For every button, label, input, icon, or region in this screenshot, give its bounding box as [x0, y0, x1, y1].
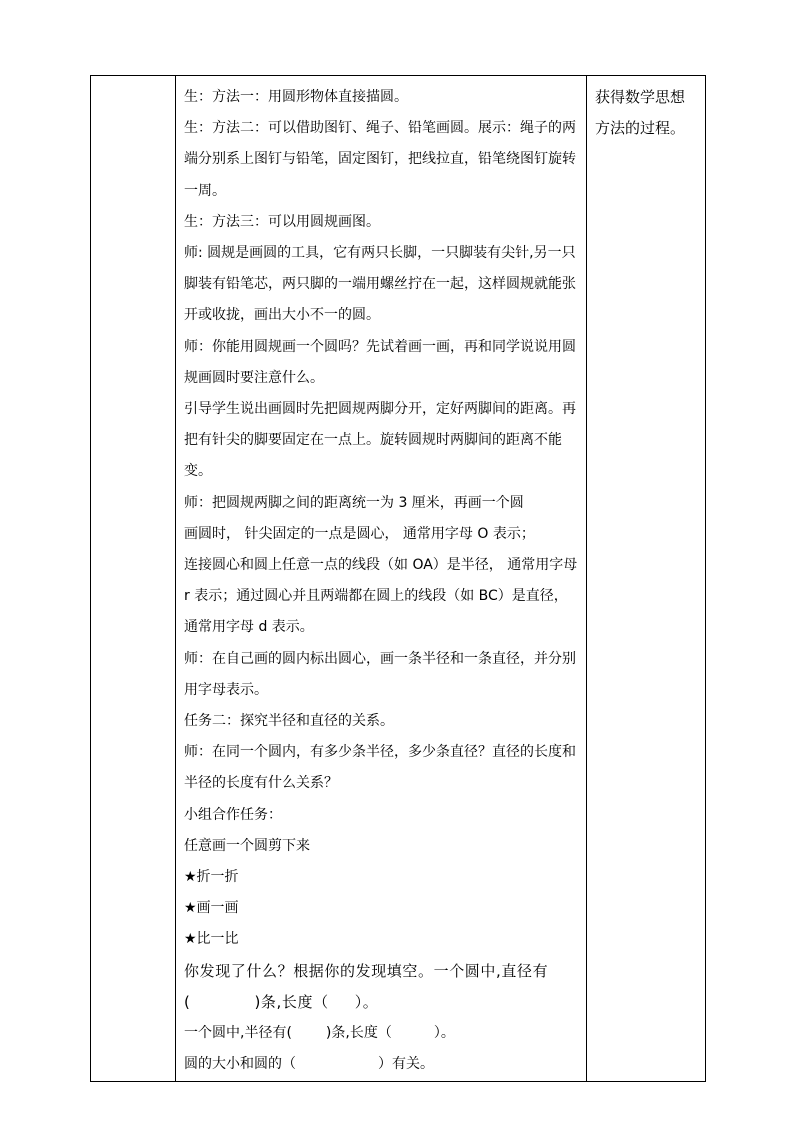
- text-line: ★比一比: [184, 931, 239, 948]
- text-line: 画圆时， 针尖固定的一点是圆心， 通常用字母 O 表示；: [184, 525, 535, 542]
- text-line: 引导学生说出画圆时先把圆规两脚分开，定好两脚间的距离。再把有针尖的脚要固定在一点上。旋转圆规时两脚间的距离不能变。: [184, 401, 576, 480]
- text-line: 生：方法三：可以用圆规画图。: [184, 213, 380, 230]
- fill-blank-text: 圆的大小和圆的（: [184, 1056, 296, 1073]
- text-line: ★画一画: [184, 900, 239, 917]
- fill-blank-line-3: [184, 1049, 578, 1080]
- text-line: 小组合作任务：: [184, 806, 282, 823]
- fill-blank-text: 一个圆中,半径有(: [184, 1025, 292, 1042]
- fill-blank-text: ）。: [433, 1025, 455, 1042]
- fill-blank-text: ）。: [354, 992, 379, 1011]
- text-line: 师：在自己画的圆内标出圆心，画一条半径和一条直径，并分别用字母表示。: [184, 650, 576, 698]
- fill-blank-line-1: [184, 956, 578, 1018]
- fill-blank-text: )条,长度（: [325, 1025, 392, 1042]
- process-content: [176, 76, 586, 1081]
- text-line: 师：在同一个圆内，有多少条半径，多少条直径？直径的长度和半径的长度有什么关系？: [184, 744, 576, 792]
- design-intent-text: 获得数学思想方法的过程。: [595, 88, 686, 137]
- text-line: 任意画一个圆剪下来: [184, 837, 310, 854]
- text-line: 生：方法一：用圆形物体直接描圆。: [184, 89, 408, 105]
- fill-blank-text: 你发现了什么？根据你的发现填空。一个圆中,直径有: [184, 961, 549, 980]
- text-line: 连接圆心和圆上任意一点的线段（如 OA）是半径， 通常用字母 r 表示；通过圆心并且两端都在圆上的线段（如 BC）是直径，通常用字母 d 表示。: [184, 557, 578, 636]
- text-line: 师：把圆规两脚之间的距离统一为 3 厘米，再画一个圆: [184, 494, 524, 511]
- fill-blank-text: )条,长度（: [254, 992, 329, 1011]
- table-row: [91, 76, 706, 1082]
- text-line: 生：方法二：可以借助图钉、绳子、铅笔画圆。展示：绳子的两端分别系上图钉与铅笔，固定图钉，把线拉直，铅笔绕图钉旋转一周。: [184, 120, 576, 199]
- process-cell: [176, 76, 587, 1082]
- text-line: 任务二：探究半径和直径的关系。: [184, 713, 394, 730]
- left-cell: [91, 76, 176, 1082]
- fill-blank-text: ）有关。: [378, 1056, 434, 1073]
- text-line: ★折一折: [184, 869, 239, 886]
- design-intent-cell: [587, 76, 706, 1082]
- text-line: 师：你能用圆规画一个圆吗？先试着画一画，再和同学说说用圆规画圆时要注意什么。: [184, 338, 576, 386]
- fill-blank-line-2: [184, 1018, 578, 1049]
- fill-blank-text: (: [184, 992, 191, 1011]
- lesson-table: [90, 75, 706, 1082]
- text-line: 师: 圆规是画圆的工具，它有两只长脚，一只脚装有尖针,另一只脚装有铅笔芯，两只脚的一端用螺丝拧在一起，这样圆规就能张开或收拢，画出大小不一的圆。: [184, 245, 576, 324]
